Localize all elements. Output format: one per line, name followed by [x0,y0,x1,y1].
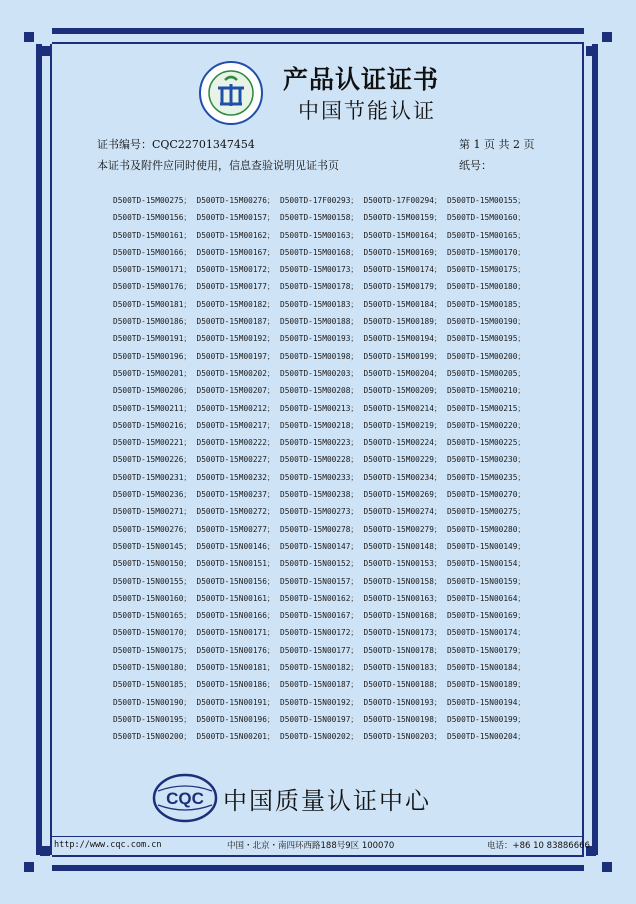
model-number: D500TD-15N00146； [196,541,275,551]
model-number: D500TD-15M00209； [363,386,442,396]
model-number: D500TD-15M00271； [113,507,192,517]
corner-square-bl-inner [40,846,50,856]
model-row [113,728,533,745]
page-number: 第 1 页 共 2 页 [459,138,535,151]
model-number: D500TD-15N00204； [447,732,526,742]
model-number: D500TD-15N00189； [447,680,526,690]
model-number: D500TD-15M00214； [363,403,442,413]
model-number: D500TD-15M00161； [113,230,192,240]
model-number: D500TD-15M00278； [280,524,359,534]
model-number: D500TD-15M00200； [447,351,526,361]
model-number: D500TD-15M00232； [196,472,275,482]
model-row [113,400,533,417]
model-number: D500TD-15N00158； [363,576,442,586]
model-row [113,296,533,313]
model-number: D500TD-15M00195； [447,334,526,344]
cqc-logo [152,773,218,823]
model-number: D500TD-15M00198； [280,351,359,361]
model-number: D500TD-15M00236； [113,490,192,500]
corner-square-tr-inner [586,46,596,56]
model-number: D500TD-15M00196； [113,351,192,361]
model-number: D500TD-15N00196； [196,714,275,724]
model-number: D500TD-15N00167； [280,611,359,621]
model-number: D500TD-15M00159； [363,213,442,223]
model-number: D500TD-15M00180； [447,282,526,292]
paper-number-label: 纸号： [459,159,492,172]
model-number: D500TD-15M00227； [196,455,275,465]
model-row [113,451,533,468]
model-row [113,244,533,261]
model-number: D500TD-15M00182； [196,299,275,309]
model-number: D500TD-15N00159； [447,576,526,586]
model-number: D500TD-15M00274； [363,507,442,517]
energy-conservation-logo [198,60,264,126]
model-number: D500TD-15M00177； [196,282,275,292]
model-number: D500TD-15M00223； [280,438,359,448]
model-number: D500TD-15N00182； [280,663,359,673]
model-number: D500TD-15M00168； [280,247,359,257]
model-row [113,261,533,278]
model-number: D500TD-15N00172； [280,628,359,638]
footer-website: http://www.cqc.com.cn [54,840,162,850]
model-number: D500TD-15M00280； [447,524,526,534]
model-number: D500TD-15M00225； [447,438,526,448]
model-number: D500TD-15M00279； [363,524,442,534]
model-number: D500TD-15M00191； [113,334,192,344]
model-number: D500TD-15M00157； [196,213,275,223]
model-number: D500TD-15N00188； [363,680,442,690]
certificate-number: 证书编号：CQC22701347454 [97,138,255,151]
model-number: D500TD-15N00187； [280,680,359,690]
footer-phone: 电话：+86 10 83886666 [487,841,590,851]
model-number: D500TD-15M00201； [113,368,192,378]
model-number: D500TD-15M00207； [196,386,275,396]
model-number: D500TD-15M00218； [280,420,359,430]
model-number: D500TD-15N00194； [447,697,526,707]
model-number: D500TD-15M00231； [113,472,192,482]
model-number: D500TD-15M00217； [196,420,275,430]
model-number: D500TD-15M00155； [447,196,526,205]
model-number: D500TD-15N00153； [363,559,442,569]
model-number: D500TD-15N00179； [447,645,526,655]
model-number: D500TD-15M00208； [280,386,359,396]
model-row [113,555,533,572]
model-number: D500TD-15M00175； [447,265,526,275]
model-number: D500TD-15N00203； [363,732,442,742]
model-number: D500TD-15M00193； [280,334,359,344]
model-number: D500TD-15M00276； [196,196,275,205]
model-number: D500TD-15M00215； [447,403,526,413]
model-number: D500TD-15N00199； [447,714,526,724]
model-number: D500TD-15N00178； [363,645,442,655]
certificate-title: 产品认证证书 [283,65,440,94]
model-number: D500TD-15M00176； [113,282,192,292]
footer-address: 中国・北京・南四环西路188号9区 100070 [227,841,395,851]
model-number: D500TD-15N00170； [113,628,192,638]
usage-note: 本证书及附件应同时使用，信息查验说明见证书页 [97,159,339,172]
model-row [113,573,533,590]
model-number: D500TD-15N00175； [113,645,192,655]
model-number: D500TD-15N00197； [280,714,359,724]
model-number: D500TD-15M00224； [363,438,442,448]
model-number: D500TD-15M00276； [113,524,192,534]
model-number: D500TD-15N00198； [363,714,442,724]
model-row [113,434,533,451]
model-number: D500TD-15M00234； [363,472,442,482]
model-row [113,676,533,693]
model-number: D500TD-15M00269； [363,490,442,500]
model-number: D500TD-15M00156； [113,213,192,223]
model-row [113,348,533,365]
model-number: D500TD-15N00145； [113,541,192,551]
model-number: D500TD-15N00180； [113,663,192,673]
model-row [113,469,533,486]
model-number: D500TD-15M00189； [363,317,442,327]
model-number: D500TD-15M00216； [113,420,192,430]
model-number: D500TD-15N00164； [447,593,526,603]
model-number: D500TD-15N00168； [363,611,442,621]
model-row [113,503,533,520]
model-number: D500TD-15M00179； [363,282,442,292]
model-number: D500TD-15N00161； [196,593,275,603]
model-row [113,538,533,555]
model-number: D500TD-17F00293； [280,196,359,205]
model-number: D500TD-15N00174； [447,628,526,638]
model-number: D500TD-15N00169； [447,611,526,621]
model-row [113,590,533,607]
model-number: D500TD-15M00220； [447,420,526,430]
model-number: D500TD-15M00211； [113,403,192,413]
model-number: D500TD-15M00169； [363,247,442,257]
model-number: D500TD-15N00160； [113,593,192,603]
model-number: D500TD-15M00273； [280,507,359,517]
model-row [113,642,533,659]
model-number: D500TD-15M00197； [196,351,275,361]
model-number: D500TD-15M00173； [280,265,359,275]
model-number: D500TD-15M00221； [113,438,192,448]
model-number: D500TD-15M00166； [113,247,192,257]
model-number: D500TD-15M00181； [113,299,192,309]
model-number: D500TD-15M00203； [280,368,359,378]
model-number: D500TD-15M00233； [280,472,359,482]
model-number: D500TD-15N00200； [113,732,192,742]
model-number: D500TD-15M00163； [280,230,359,240]
model-number: D500TD-15M00270； [447,490,526,500]
model-row [113,278,533,295]
model-number: D500TD-15M00160； [447,213,526,223]
model-number: D500TD-15N00192； [280,697,359,707]
model-number: D500TD-15N00177； [280,645,359,655]
model-number: D500TD-15M00172； [196,265,275,275]
model-number: D500TD-15N00166； [196,611,275,621]
model-number: D500TD-15M00164； [363,230,442,240]
model-number: D500TD-15N00165； [113,611,192,621]
model-number: D500TD-15N00202； [280,732,359,742]
model-number: D500TD-15M00213； [280,403,359,413]
model-number: D500TD-15N00152； [280,559,359,569]
model-number: D500TD-15M00277； [196,524,275,534]
corner-square-bl [24,862,34,872]
model-number: D500TD-15M00190； [447,317,526,327]
corner-square-br [602,862,612,872]
corner-square-tl-inner [40,46,50,56]
model-number: D500TD-15M00165； [447,230,526,240]
model-number: D500TD-15M00204； [363,368,442,378]
model-number: D500TD-15M00206； [113,386,192,396]
model-number: D500TD-15M00174； [363,265,442,275]
model-number: D500TD-15M00186； [113,317,192,327]
model-number: D500TD-15M00184； [363,299,442,309]
model-number: D500TD-15M00222； [196,438,275,448]
model-number: D500TD-15M00228； [280,455,359,465]
model-row [113,192,533,209]
model-number: D500TD-15M00237； [196,490,275,500]
model-row [113,711,533,728]
model-number: D500TD-15N00191； [196,697,275,707]
model-number: D500TD-15M00272； [196,507,275,517]
model-list [113,192,533,746]
cqc-logo-text: CQC [166,789,204,808]
model-number: D500TD-15N00195； [113,714,192,724]
model-number: D500TD-15M00219； [363,420,442,430]
model-number: D500TD-15M00202； [196,368,275,378]
model-number: D500TD-15N00148； [363,541,442,551]
model-row [113,209,533,226]
model-number: D500TD-15M00194； [363,334,442,344]
model-number: D500TD-15N00150； [113,559,192,569]
model-number: D500TD-15N00163； [363,593,442,603]
model-number: D500TD-15M00158； [280,213,359,223]
model-number: D500TD-15M00170； [447,247,526,257]
model-number: D500TD-15M00167； [196,247,275,257]
model-number: D500TD-15N00154； [447,559,526,569]
model-number: D500TD-15N00185； [113,680,192,690]
model-row [113,486,533,503]
model-number: D500TD-15N00149； [447,541,526,551]
model-row [113,365,533,382]
corner-square-tl [24,32,34,42]
model-number: D500TD-15M00199； [363,351,442,361]
model-row [113,694,533,711]
model-row [113,624,533,641]
model-number: D500TD-15N00156； [196,576,275,586]
model-row [113,382,533,399]
model-number: D500TD-15M00205； [447,368,526,378]
model-number: D500TD-15M00162； [196,230,275,240]
model-number: D500TD-15M00210； [447,386,526,396]
certificate-subtitle: 中国节能认证 [298,99,436,123]
model-number: D500TD-15N00147； [280,541,359,551]
model-number: D500TD-15M00212； [196,403,275,413]
model-number: D500TD-15M00171； [113,265,192,275]
model-number: D500TD-15N00190； [113,697,192,707]
model-row [113,521,533,538]
model-number: D500TD-15M00235； [447,472,526,482]
organization-name: 中国质量认证中心 [223,787,431,815]
model-number: D500TD-15N00171； [196,628,275,638]
footer-divider [52,836,582,837]
model-number: D500TD-15M00178； [280,282,359,292]
model-number: D500TD-15N00181； [196,663,275,673]
model-number: D500TD-15M00188； [280,317,359,327]
model-row [113,330,533,347]
model-number: D500TD-15N00155； [113,576,192,586]
model-number: D500TD-15M00183； [280,299,359,309]
model-number: D500TD-15M00238； [280,490,359,500]
model-number: D500TD-15M00192； [196,334,275,344]
model-number: D500TD-15M00185； [447,299,526,309]
model-number: D500TD-15M00230； [447,455,526,465]
model-number: D500TD-15N00173； [363,628,442,638]
model-row [113,313,533,330]
model-number: D500TD-15N00193； [363,697,442,707]
model-number: D500TD-15N00201； [196,732,275,742]
model-row [113,659,533,676]
model-number: D500TD-17F00294； [363,196,442,205]
model-row [113,227,533,244]
model-number: D500TD-15N00186； [196,680,275,690]
model-number: D500TD-15M00226； [113,455,192,465]
model-number: D500TD-15M00275； [447,507,526,517]
model-number: D500TD-15N00157； [280,576,359,586]
model-number: D500TD-15N00184； [447,663,526,673]
model-row [113,417,533,434]
model-row [113,607,533,624]
model-number: D500TD-15N00176； [196,645,275,655]
model-number: D500TD-15N00151； [196,559,275,569]
model-number: D500TD-15M00187； [196,317,275,327]
model-number: D500TD-15M00275； [113,196,192,205]
model-number: D500TD-15N00183； [363,663,442,673]
model-number: D500TD-15N00162； [280,593,359,603]
corner-square-tr [602,32,612,42]
model-number: D500TD-15M00229； [363,455,442,465]
